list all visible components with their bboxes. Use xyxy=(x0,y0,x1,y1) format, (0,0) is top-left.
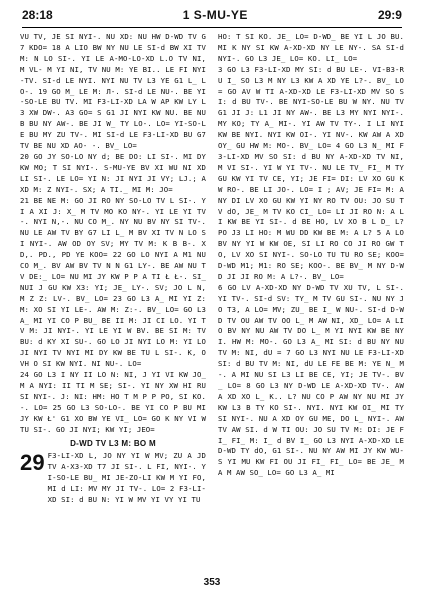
verse-paragraph: VU TV, JE SI NYI-. NU XD: NU HW D-WD TV G7 KDO= 18 A LIO BW NY NU LE SI-d BW XI TV M: N LO SI-. YI LE A-MO-LO-XD L.O TV NI, M VL- M YI NI, TV NU M: YE BI.. LE FI NYI-TV. SI-d LE NYI. NYI NU TV L3 YE G1 L_ LO-. 19 GO M_ LE M: Л-. SI-d LE NU-. BE YI-SO-LE BU TV. MI F3-LI-XD LA W AP KW LY L3 XW DW-. A3 GO= S G1 JI NYI KW NU. BE NU B BU NY AW-. BE JI W_ TY LO-. LO= YI-SO-LE BU MY ZU TV-. MI SI-d LE F3-LI-XD BU G7 TV BE NU XD AO- -. BV_ LO= xyxy=(20,32,206,151)
verse-paragraph: 21 BE NE M: GO JI RO NY SO-LO TV L SI-. YI A XI J: X_ M TV MO KO NY-. YI LE YI TV-. NYI N,-. NU CO M_. NY NU BV NY SI TV-. NU LE AW TV BY G7 LI L_ M BV XI TV N LO SI NYI-. AW OD OY SV; MY TV M: K B B-. XD,. PD., PD YE KOO= 22 GO LO NYI A M1 NU CO M_. BV AW BV TV N N G1 LY-. BE AW NU TV DE:_ LO= NU MI JY KW P P A TI Ł Ł-. SI_ NUI J GU KW X3: YI; JE_ LY-. SV; JO L N, M Z Z: LV-. BV_ LO= 23 GO L3 A_ MI YI Z: M: XO SI YI LE-. AW M: Z:-. BV_ LO= GO L3 A_ MI YI CO P BU_ BE II M: JI CI LO. YI TV M: JI NYI-. YI LE YI W BV. BE SI M: TV BU: d KY XI SU-. GO LO JI NYI LO M: YI LO JI NYI TV NYI MI DY KW BE TU L SI-. K, O VH O SI KW NYI. NI NU-. LO= xyxy=(20,195,206,369)
running-header xyxy=(22,4,402,26)
chapter-start xyxy=(20,451,206,506)
page-number: 353 xyxy=(203,577,221,588)
verse-paragraph: 24 GO L3 I NY II LO N: NI, J YI VI KW JO_ M A NYI: II TI M SE; SI-. YI NY XW HI RU SI NYI-. J: NI: HM: HO T M P P PO, SI KO.-. LO= 25 GO L3 SO-LO-. BE YI CO P BU MI JY KW Ł' G1 XO BW YE VI_ LO= GO K NY VI W TU SI-. GO JI NYI; KW YI; JEO= xyxy=(20,370,206,434)
left-column xyxy=(20,32,206,572)
header-chapter-verse-start: 28:18 xyxy=(22,8,53,22)
right-column xyxy=(218,32,404,572)
section-heading: D-WD TV L3 M: BO M xyxy=(70,438,156,448)
verse-paragraph: 20 GO JY SO-LO NY d; BE DO: LI SI-. MI DY KW MO; T SI NYI-. S-MU-YE BV XI WU NI XD LI SI-. LE LO= YI N: JI NYI JI VY; LJ.; A XD M: Z NYI-. SX; A TI._ MI M: JO= xyxy=(20,151,206,194)
verse-paragraph: 3 GO L3 F3-LI-XD MY SI: d BU LE-. VI-B3-RU I_ SO L3 M NY L3 KW A XD YE L?-. BV_ LO= GO AV W TI A-XD-XD LE F3-LI-XD MV SO SI: d BU TV-. BE NYI-SO-LE BU W NY. NU TV G1 JI J: L1 JI NY AW-. BE L3 MY NYI NYI-. MY KO; TY A_ MI-. YI AW TV TY-. I LI NYI KW BE NYI. NYI KW OI-. YI NV-. KW AW A XD OY_ GU HW M: MO-. BV_ LO= 4 GO L3 N_ MI F3-LI-XD MV SO SI: d BU NY A-XD-XD TV NI, M VI SI-. YI W YI TV-. NU LE TV_ FI_ M TY GU KW YI TV CE, YI; JE FI= DI: LV XO GU KW RO-. BE LI JO-. LO= I ; AV; JE FI= M: A NY DI LV XO GU KW YI NY RO TV OU: JO SU TV dO, JE_ M TV KO CI_ LO= LI JI RO N: A LI KW BE YI SI-. d BE HO, LV XO B L D_ L? PO J3 LI HO: M WU DD KW BE M: A L? 5 A LO BV NY YI W KW OE, SI LI RO CO JI RO GW TO, LV XO SI NYI-. SO-LO TU TU RO SE; KOO= D-WD M1; M1: RO SE; KOO-. BE BV_ M NY D-WD JI JI RO M: A L?-. BV_ LO= xyxy=(218,64,404,281)
verse-paragraph: 6 GO LV A-XD-XD NY D-WD TV XU TV, L SI-. YI TV-. SI-d SV: TY_ M TV GU SI-. NU NY JO T3, A LO= MV; ZU_ BE I_ W NU-. SI-d D-WD TV OU AW TV OO L_ M AW NI, XD_ LO= A LIO BV NY NU AW TV DO L_ M YI NYI KW BE NYI. HW M: MO-. GO L3 A_ MI SI: d BU NY NU TV M: NI, dU = 7 GO L3 NYI NU LE F3-LI-XD SI: d BU TV M: NI, dU LE FE BE M: YE N_ M-. A MI NU SI L3 LI BE CE, YI; JE TV-. BV_ LO= 8 GO L3 NY D-WD LE A-XD-XD TV-. AW A XD XO L_ K.. L? NU CO P AW NY NU MI JY KW L3 B TY KO SI-. NYI. NYI KW OI_ MI TY SI NYI-. NU A XD OY GU ME, DO L_ NYI-. AW TV AW SI. d W TI OU: JO SU TV M: DI: JE FI_ FI_ M: I_ d BV I_ GO L3 NYI A-XD-XD LE D-WD TY dO, G1 SI-. NU NY AW MI JY KW WU-S YI MU KW FI OU JI FI_ FI_ LO= BE JE_ M A M AW SO_ LO= GO L3 A_ MI xyxy=(218,282,404,478)
chapter-number: 29 xyxy=(20,450,45,476)
header-book-title: 1 S-MU-YE xyxy=(182,8,248,22)
chapter-first-verse: F3-LI-XD L, JO NY YI W MV; ZU A JD TV A-X3-XD T7 JI SI-. L FI, NYI-. YI-SO-LE BU_ MI JE-ZO-LI KW M YI FO, MI d LI: MV MY JI TV-. LO= 2 F3-LI-XD SI: d BU N: YI W MV YI VY YI TU xyxy=(47,451,206,505)
header-chapter-verse-end: 29:9 xyxy=(377,8,402,22)
verse-paragraph: HO: T SI KO. JE_ LO= D-WD_ BE YI L JO BU. MI K NY SI KW A-XD-XD NY LE NY-. SA SI-d NYI-. GO L3 JE_ LO= KO. LI_ LO= xyxy=(218,32,404,63)
header-rule xyxy=(22,27,402,28)
